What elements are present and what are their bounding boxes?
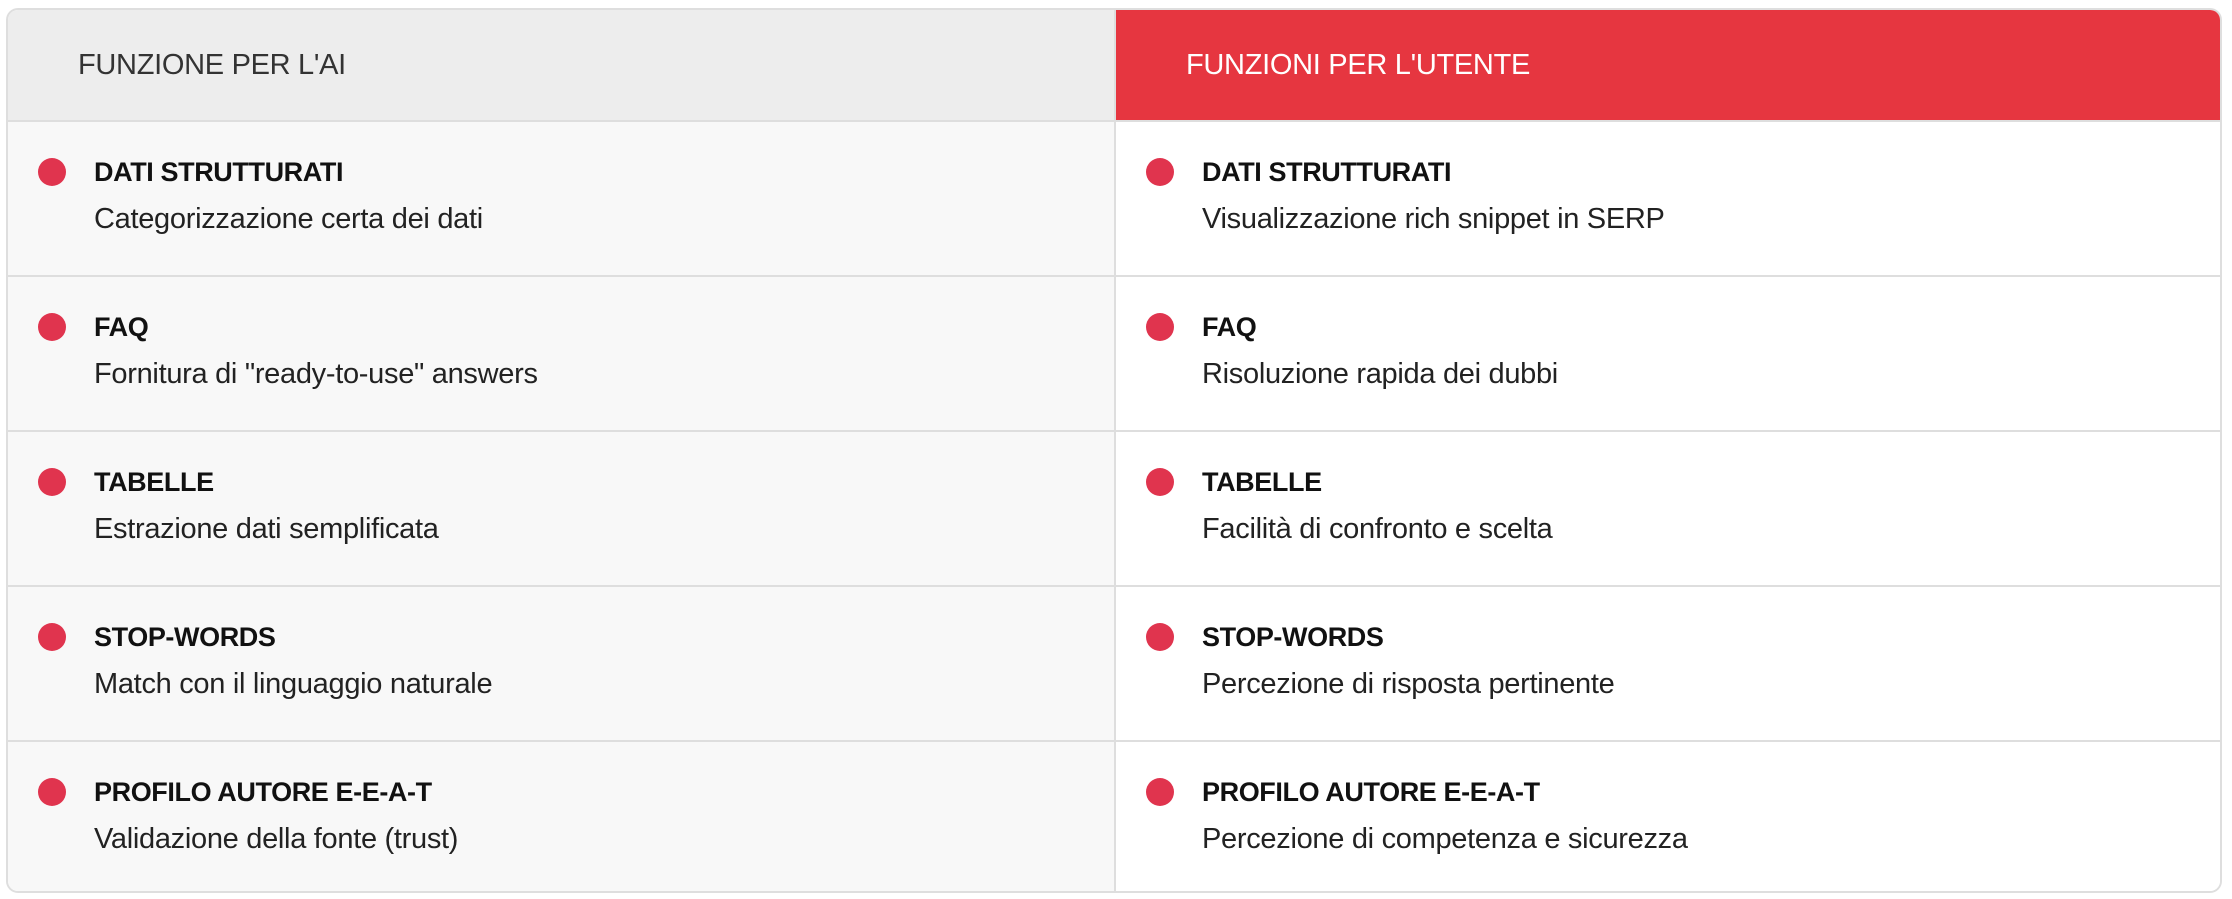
cell-title: PROFILO AUTORE E-E-A-T xyxy=(1202,777,1540,807)
red-dot-icon xyxy=(38,623,66,651)
red-dot-icon xyxy=(1146,623,1174,651)
table-cell-ai xyxy=(8,275,1116,430)
column-header-user: FUNZIONI PER L'UTENTE xyxy=(1116,10,2222,120)
red-dot-icon xyxy=(38,158,66,186)
table-cell-ai xyxy=(8,585,1116,740)
cell-title: DATI STRUTTURATI xyxy=(1202,157,1452,187)
column-header-ai: FUNZIONE PER L'AI xyxy=(8,10,1116,120)
cell-description: Percezione di risposta pertinente xyxy=(1202,668,1615,700)
cell-title: TABELLE xyxy=(1202,467,1322,497)
table-cell-user xyxy=(1116,585,2222,740)
cell-title: FAQ xyxy=(94,312,149,342)
cell-description: Risoluzione rapida dei dubbi xyxy=(1202,358,1558,390)
red-dot-icon xyxy=(1146,158,1174,186)
cell-description: Fornitura di "ready-to-use" answers xyxy=(94,358,538,390)
cell-title: TABELLE xyxy=(94,467,214,497)
cell-title: DATI STRUTTURATI xyxy=(94,157,344,187)
red-dot-icon xyxy=(38,313,66,341)
table-cell-user xyxy=(1116,430,2222,585)
red-dot-icon xyxy=(1146,313,1174,341)
table-cell-ai xyxy=(8,740,1116,893)
table-cell-ai xyxy=(8,120,1116,275)
cell-title: STOP-WORDS xyxy=(1202,622,1384,652)
cell-description: Match con il linguaggio naturale xyxy=(94,668,493,700)
comparison-table xyxy=(6,8,2222,893)
red-dot-icon xyxy=(1146,778,1174,806)
table-cell-user xyxy=(1116,120,2222,275)
cell-description: Categorizzazione certa dei dati xyxy=(94,203,483,235)
cell-title: FAQ xyxy=(1202,312,1257,342)
cell-title: STOP-WORDS xyxy=(94,622,276,652)
cell-description: Estrazione dati semplificata xyxy=(94,513,439,545)
cell-description: Percezione di competenza e sicurezza xyxy=(1202,823,1688,855)
table-cell-user xyxy=(1116,740,2222,893)
red-dot-icon xyxy=(1146,468,1174,496)
red-dot-icon xyxy=(38,778,66,806)
table-cell-user xyxy=(1116,275,2222,430)
red-dot-icon xyxy=(38,468,66,496)
cell-title: PROFILO AUTORE E-E-A-T xyxy=(94,777,432,807)
cell-description: Visualizzazione rich snippet in SERP xyxy=(1202,203,1665,235)
table-cell-ai xyxy=(8,430,1116,585)
cell-description: Facilità di confronto e scelta xyxy=(1202,513,1553,545)
cell-description: Validazione della fonte (trust) xyxy=(94,823,459,855)
